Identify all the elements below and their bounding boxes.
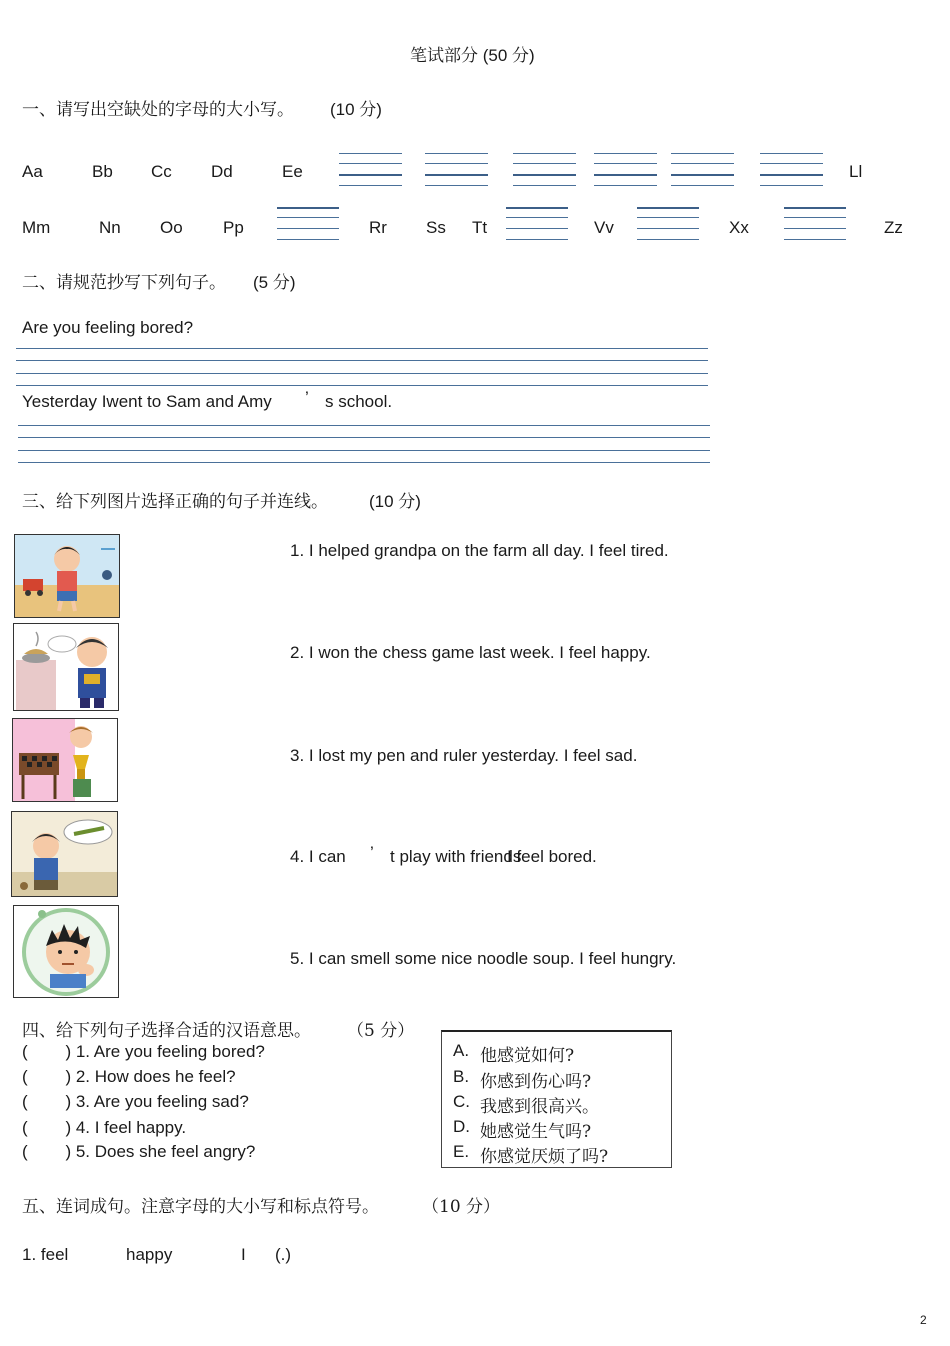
section4-heading: 四、给下列句子选择合适的汉语意思。 [22, 1021, 311, 1041]
match-sentence-2[interactable]: 2. I won the chess game last week. I feel happy. [290, 643, 651, 662]
section4-score: （5 分） [347, 1021, 415, 1041]
letter-vv: Vv [594, 218, 614, 237]
letter-ee: Ee [282, 162, 303, 181]
question-1[interactable]: ( ) 1. Are you feeling bored? [22, 1042, 265, 1061]
word-order-1-word-3: I [241, 1245, 246, 1264]
letter-rr: Rr [369, 218, 387, 237]
letter-xx: Xx [729, 218, 749, 237]
letter-cc: Cc [151, 162, 172, 181]
option-c-letter: C. [453, 1092, 470, 1111]
question-3[interactable]: ( ) 3. Are you feeling sad? [22, 1092, 249, 1111]
match-sentence-4-end: I feel bored. [507, 847, 597, 866]
option-a-letter: A. [453, 1041, 470, 1060]
section3-heading: 三、给下列图片选择正确的句子并连线。 [22, 492, 328, 512]
option-e-text: 你感觉厌烦了吗? [480, 1147, 609, 1167]
picture-1-tired-boy[interactable] [14, 534, 120, 618]
option-c-text: 我感到很高兴。 [480, 1097, 599, 1117]
section5-heading: 五、连词成句。注意字母的大小写和标点符号。 [22, 1197, 379, 1217]
letter-aa: Aa [22, 162, 43, 181]
letter-pp: Pp [223, 218, 244, 237]
option-e-letter: E. [453, 1142, 470, 1161]
match-sentence-3[interactable]: 3. I lost my pen and ruler yesterday. I feel sad. [290, 746, 638, 765]
option-d-text: 她感觉生气吗? [480, 1122, 592, 1142]
question-5[interactable]: ( ) 5. Does she feel angry? [22, 1142, 256, 1161]
page-number: 2 [920, 1313, 927, 1327]
letter-mm: Mm [22, 218, 51, 237]
match-sentence-1[interactable]: 1. I helped grandpa on the farm all day. I feel tired. [290, 541, 669, 560]
copy-sentence-1: Are you feeling bored? [22, 318, 194, 337]
section3-score: (10 分) [369, 492, 421, 511]
letter-zz: Zz [884, 218, 903, 237]
question-2[interactable]: ( ) 2. How does he feel? [22, 1067, 236, 1086]
copy-sentence-2-apostrophe: ’ [305, 388, 309, 407]
option-b-letter: B. [453, 1067, 470, 1086]
section1-heading: 一、请写出空缺处的字母的大小写。 [22, 100, 294, 120]
letter-nn: Nn [99, 218, 121, 237]
match-sentence-4-apostrophe: ’ [370, 843, 374, 862]
letter-bb: Bb [92, 162, 113, 181]
word-order-1-word-1: 1. feel [22, 1245, 69, 1264]
section2-score: (5 分) [253, 273, 296, 292]
section1-score: (10 分) [330, 100, 382, 119]
letter-ll: Ll [849, 162, 863, 181]
page-title: 笔试部分 (50 分) [410, 46, 535, 65]
word-order-1-word-2: happy [126, 1245, 173, 1264]
option-b-text: 你感到伤心吗? [480, 1072, 592, 1092]
letter-oo: Oo [160, 218, 183, 237]
picture-5-bored-boy[interactable] [13, 905, 119, 998]
copy-sentence-2: Yesterday Iwent to Sam and Amy [22, 392, 272, 411]
letter-ss: Ss [426, 218, 446, 237]
option-d-letter: D. [453, 1117, 470, 1136]
copy-sentence-2-end: s school. [325, 392, 393, 411]
picture-2-noodle-soup[interactable] [13, 623, 119, 711]
letter-dd: Dd [211, 162, 233, 181]
match-sentence-5[interactable]: 5. I can smell some nice noodle soup. I feel hungry. [290, 949, 677, 968]
match-sentence-4-middle: t play with friends [390, 847, 522, 866]
word-order-1-punct: (.) [275, 1245, 292, 1264]
picture-3-chess-winner[interactable] [12, 718, 118, 802]
picture-4-sad-boy[interactable] [11, 811, 118, 897]
letter-tt: Tt [472, 218, 488, 237]
match-sentence-4[interactable]: 4. I can [290, 847, 346, 866]
section2-heading: 二、请规范抄写下列句子。 [22, 273, 226, 293]
option-a-text: 他感觉如何? [480, 1046, 575, 1066]
question-4[interactable]: ( ) 4. I feel happy. [22, 1118, 187, 1137]
section5-score: （10 分） [422, 1197, 501, 1217]
